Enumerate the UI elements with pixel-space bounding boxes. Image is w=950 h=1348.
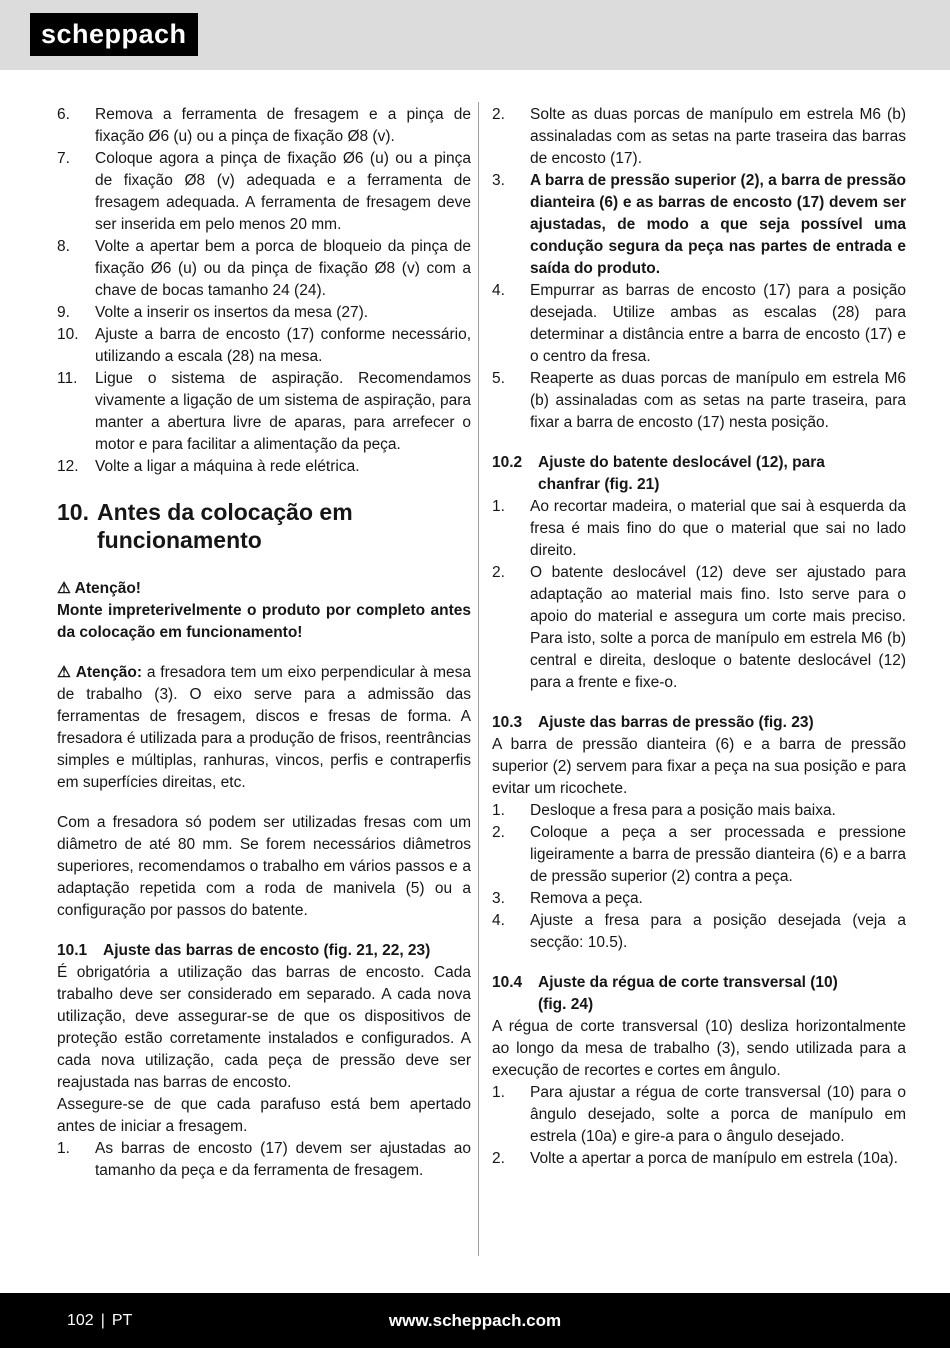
list-item bbox=[57, 456, 471, 478]
list-item-number: 5. bbox=[492, 370, 505, 387]
subsection-104-paragraph: A régua de corte transversal (10) desliza horizontalmente ao longo da mesa de trabalho (3), sendo utilizada para a execução de recortes e cortes em ângulo. bbox=[492, 1018, 906, 1079]
section-10-heading bbox=[57, 498, 471, 554]
list-item-number: 2. bbox=[492, 564, 505, 581]
list-item bbox=[492, 104, 906, 170]
subsection-103-heading bbox=[492, 712, 906, 734]
subsection-101-number: 10.1 bbox=[57, 942, 88, 959]
subsection-101-paragraph: É obrigatória a utilização das barras de encosto. Cada trabalho deve ser considerado em separado. A cada nova utilização, deve assegurar-se de que os dispositivos de proteção estão corretamente instalados e configurados. A cada nova utilização, cada peça de pressão deve ser reajustada nas barras de encosto. bbox=[57, 964, 471, 1091]
attention-title bbox=[57, 578, 471, 600]
list-item-text: As barras de encosto (17) devem ser ajustadas ao tamanho da peça e da ferramenta de fresagem. bbox=[95, 1140, 471, 1179]
list-item bbox=[57, 148, 471, 236]
list-item-text: Solte as duas porcas de manípulo em estrela M6 (b) assinaladas com as setas na parte traseira das barras de encosto (17). bbox=[530, 106, 906, 167]
list-item-text: Remova a ferramenta de fresagem e a pinça de fixação Ø6 (u) ou a pinça de fixação Ø8 (v). bbox=[95, 106, 471, 145]
subsection-101-title: Ajuste das barras de encosto (fig. 21, 22, 23) bbox=[103, 942, 431, 959]
list-item bbox=[57, 1138, 471, 1182]
list-item-text: Ajuste a fresa para a posição desejada (veja a secção: 10.5). bbox=[530, 912, 906, 951]
attention-note-lead: Atenção: bbox=[75, 664, 143, 681]
subsection-103-number: 10.3 bbox=[492, 714, 523, 731]
page-number: 102 bbox=[67, 1311, 94, 1329]
list-item-text: Coloque agora a pinça de fixação Ø6 (u) ou a pinça de fixação Ø8 (v) adequada e a ferramenta de fresagem adequada. A ferramenta de fresagem deve ser inserida em pelo menos 20 mm. bbox=[95, 150, 471, 233]
list-item bbox=[492, 888, 906, 910]
subsection-101-paragraph: Assegure-se de que cada parafuso está bem apertado antes de iniciar a fresagem. bbox=[57, 1096, 471, 1135]
scheppach-logo-text: scheppach bbox=[41, 19, 187, 49]
list-item-text: Remova a peça. bbox=[530, 890, 643, 907]
subsection-104-number: 10.4 bbox=[492, 974, 523, 991]
list-item-number: 11. bbox=[57, 370, 78, 387]
left-column bbox=[57, 104, 471, 1182]
list-item-number: 8. bbox=[57, 238, 70, 255]
subsection-101-heading bbox=[57, 940, 471, 962]
subsection-103-paragraph: A barra de pressão dianteira (6) e a barra de pressão superior (2) servem para fixar a peça na sua posição e para evitar um ricochete. bbox=[492, 736, 906, 797]
subsection-102-heading bbox=[492, 452, 906, 496]
subsection-104-title: Ajuste da régua de corte transversal (10) (fig. 24) bbox=[538, 974, 838, 1013]
language-code: PT bbox=[111, 1311, 133, 1329]
list-item-number: 2. bbox=[492, 106, 505, 123]
list-item bbox=[57, 104, 471, 148]
list-item bbox=[492, 496, 906, 562]
list-item-number: 3. bbox=[492, 172, 505, 189]
subsection-102-number: 10.2 bbox=[492, 454, 523, 471]
list-item-text: Para ajustar a régua de corte transversal (10) para o ângulo desejado, solte a porca de manípulo em estrela (10a) e gire-a para o ângulo desejado. bbox=[530, 1084, 906, 1145]
attention-note-text: a fresadora tem um eixo perpendicular à mesa de trabalho (3). O eixo serve para a admissão das ferramentas de fresagem, discos e fresas de forma. A fresadora é utilizada para a produção de frisos, reentrâncias simples e múltiplas, ranhuras, vincos, perfis e contraperfis em superfícies direitas, etc. bbox=[57, 664, 472, 791]
list-item bbox=[57, 324, 471, 368]
right-column bbox=[492, 104, 906, 1170]
footer-separator: | bbox=[100, 1311, 105, 1329]
list-item-text: Volte a ligar a máquina à rede elétrica. bbox=[95, 458, 360, 475]
list-item bbox=[492, 170, 906, 280]
list-item bbox=[57, 302, 471, 324]
list-item-number: 1. bbox=[492, 1084, 505, 1101]
list-item bbox=[57, 368, 471, 456]
list-item-text: Desloque a fresa para a posição mais baixa. bbox=[530, 802, 836, 819]
subsection-102-title: Ajuste do batente deslocável (12), para chanfrar (fig. 21) bbox=[538, 454, 825, 493]
list-item bbox=[492, 800, 906, 822]
section-10-number: 10. bbox=[57, 499, 89, 525]
list-item-text: A barra de pressão superior (2), a barra de pressão dianteira (6) e as barras de encosto (17) devem ser ajustadas, de modo a que seja possível uma condução segura da peça nas partes de entrada e saída do produto. bbox=[530, 172, 906, 277]
scheppach-logo bbox=[30, 13, 198, 56]
list-item bbox=[492, 368, 906, 434]
attention-body: Monte impreterivelmente o produto por completo antes da colocação em funcionamento! bbox=[57, 602, 471, 641]
list-item-text: Ligue o sistema de aspiração. Recomendamos vivamente a ligação de um sistema de aspiração, para manter a abertura livre de aparas, para arrefecer o motor e para facilitar a alimentação da peça. bbox=[95, 370, 471, 453]
list-item-text: Ajuste a barra de encosto (17) conforme necessário, utilizando a escala (28) na mesa. bbox=[95, 326, 471, 365]
attention-note bbox=[57, 662, 471, 794]
list-item-text: O batente deslocável (12) deve ser ajustado para adaptação ao material mais fino. Isto serve para o apoio do material e assegura um corte mais preciso. Para isto, solte a porca de manípulo em estrela M6 (b) central e direita, desloque o batente deslocável (12) para a frente e fixe-o. bbox=[530, 564, 906, 691]
list-item-text: Ao recortar madeira, o material que sai à esquerda da fresa é mais fino do que o material que sai no lado direito. bbox=[530, 498, 906, 559]
attention-block bbox=[57, 578, 471, 644]
list-item-number: 7. bbox=[57, 150, 70, 167]
list-item-text: Reaperte as duas porcas de manípulo em estrela M6 (b) assinaladas com as setas na parte traseira, para fixar a barra de encosto (17) nesta posição. bbox=[530, 370, 906, 431]
list-item-number: 1. bbox=[492, 802, 505, 819]
section-10-title: Antes da colocação em funcionamento bbox=[97, 499, 353, 553]
list-item bbox=[492, 822, 906, 888]
list-item-number: 4. bbox=[492, 912, 505, 929]
list-item bbox=[492, 1148, 906, 1170]
column-divider bbox=[478, 102, 479, 1256]
list-item-number: 2. bbox=[492, 824, 505, 841]
list-item-number: 6. bbox=[57, 106, 70, 123]
list-item-text: Empurrar as barras de encosto (17) para a posição desejada. Utilize ambas as escalas (28) para determinar a distância entre a barra de encosto (17) e o centro da fresa. bbox=[530, 282, 906, 365]
list-item bbox=[57, 236, 471, 302]
list-item-number: 9. bbox=[57, 304, 70, 321]
list-item-text: Volte a inserir os insertos da mesa (27). bbox=[95, 304, 369, 321]
list-item bbox=[492, 280, 906, 368]
website-url: www.scheppach.com bbox=[388, 1310, 562, 1330]
list-item-number: 1. bbox=[57, 1140, 70, 1157]
subsection-103-title: Ajuste das barras de pressão (fig. 23) bbox=[538, 714, 814, 731]
list-item-text: Coloque a peça a ser processada e pressione ligeiramente a barra de pressão dianteira (6) e a barra de pressão superior (2) contra a peça. bbox=[530, 824, 906, 885]
list-item bbox=[492, 910, 906, 954]
list-item-number: 1. bbox=[492, 498, 505, 515]
list-item-text: Volte a apertar a porca de manípulo em estrela (10a). bbox=[530, 1150, 898, 1167]
list-item-number: 4. bbox=[492, 282, 505, 299]
list-item-number: 10. bbox=[57, 326, 79, 343]
list-item bbox=[492, 1082, 906, 1148]
list-item-number: 12. bbox=[57, 458, 79, 475]
attention-title-text: Atenção! bbox=[74, 580, 141, 597]
page-footer bbox=[0, 1293, 950, 1348]
list-item-text: Volte a apertar bem a porca de bloqueio da pinça de fixação Ø6 (u) ou da pinça de fixação Ø8 (v) com a chave de bocas tamanho 24 (24). bbox=[95, 238, 471, 299]
list-item bbox=[492, 562, 906, 694]
page-header bbox=[0, 0, 950, 70]
list-item-number: 2. bbox=[492, 1150, 505, 1167]
list-item-number: 3. bbox=[492, 890, 505, 907]
subsection-104-heading bbox=[492, 972, 906, 1016]
paragraph-cutter-diameter: Com a fresadora só podem ser utilizadas fresas com um diâmetro de até 80 mm. Se forem necessários diâmetros superiores, recomendamos o trabalho em vários passos e a adaptação repetida com a roda de manivela (5) ou a configuração por passos do batente. bbox=[57, 814, 471, 919]
warning-icon: ⚠ bbox=[57, 580, 71, 597]
warning-icon: ⚠ bbox=[57, 664, 72, 681]
